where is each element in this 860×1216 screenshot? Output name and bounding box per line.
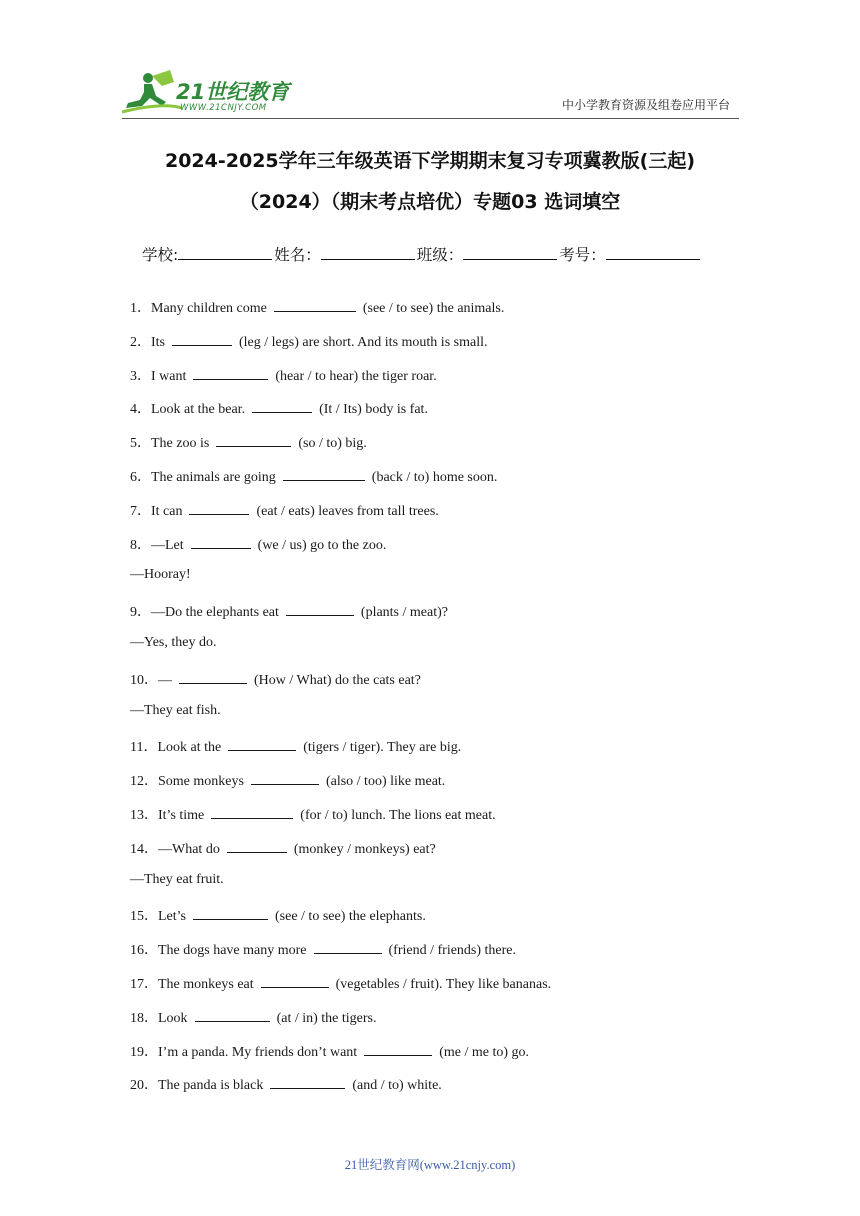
logo-url: WWW.21CNJY.COM <box>180 103 267 113</box>
question-text: —They eat fruit. <box>130 871 224 887</box>
question-options: (also / too) like meat. <box>325 774 446 790</box>
question-row <box>130 939 516 959</box>
question-number: 9． <box>130 605 151 621</box>
question-text: It’s time <box>158 808 205 823</box>
question-text: I’m a panda. My friends don’t want <box>158 1044 358 1060</box>
question-options: (back / to) home soon. <box>371 470 498 485</box>
student-info <box>142 243 702 265</box>
answer-blank[interactable] <box>251 772 319 785</box>
question-text: Look at the bear. <box>151 402 246 418</box>
question-number: 8． <box>130 537 151 553</box>
page-title: 2024-2025学年三年级英语下学期期末复习专项冀教版(三起) <box>164 150 696 172</box>
question-row <box>130 466 497 486</box>
question-row <box>130 669 421 689</box>
question-text: The monkeys eat <box>158 977 254 992</box>
question-number: 16． <box>130 943 158 959</box>
question-text: Some monkeys <box>158 774 244 790</box>
question-number: 13． <box>130 808 158 823</box>
question-options: (hear / to hear) the tiger roar. <box>275 368 437 384</box>
question-row <box>130 500 439 520</box>
question-text: Look <box>158 1010 188 1026</box>
question-text: Many children come <box>151 301 267 316</box>
question-text: Its <box>151 334 165 350</box>
question-text: The animals are going <box>151 470 276 485</box>
question-number: 14． <box>130 841 158 857</box>
question-number: 15． <box>130 909 158 925</box>
school-blank[interactable] <box>178 245 272 260</box>
info-label-school: 学校: <box>142 246 179 264</box>
question-options: (so / to) big. <box>298 436 367 452</box>
question-text: Let’s <box>158 909 186 925</box>
page-subtitle: （2024）（期末考点培优）专题03 选词填空 <box>239 191 621 213</box>
question-row <box>130 1074 442 1094</box>
platform-name: 中小学教育资源及组卷应用平台 <box>561 98 730 112</box>
answer-blank[interactable] <box>211 806 293 819</box>
class-blank[interactable] <box>463 245 557 260</box>
question-options: (see / to see) the animals. <box>362 301 505 316</box>
answer-blank[interactable] <box>228 738 296 751</box>
question-text: —Let <box>151 537 184 553</box>
answer-blank[interactable] <box>283 468 365 481</box>
question-row <box>130 905 426 925</box>
question-number: 19． <box>130 1044 158 1060</box>
name-blank[interactable] <box>321 245 415 260</box>
question-options: (plants / meat)? <box>360 605 448 621</box>
question-row <box>130 1041 529 1061</box>
question-options: (monkey / monkeys) eat? <box>293 841 436 857</box>
question-text: —Hooray! <box>130 567 191 583</box>
question-row <box>130 838 436 858</box>
question-options: (we / us) go to the zoo. <box>257 537 387 553</box>
question-options: (me / me to) go. <box>439 1044 530 1060</box>
question-number: 2． <box>130 334 151 350</box>
question-text: —Do the elephants eat <box>151 605 279 621</box>
question-number: 10． <box>130 672 158 688</box>
question-row <box>130 703 221 719</box>
question-options: (see / to see) the elephants. <box>275 909 426 925</box>
question-row <box>130 804 496 824</box>
question-number: 12． <box>130 774 158 790</box>
answer-blank[interactable] <box>286 603 354 616</box>
number-blank[interactable] <box>606 245 700 260</box>
question-text: —What do <box>158 841 220 857</box>
question-number: 5． <box>130 436 151 452</box>
question-text: It can <box>151 503 183 519</box>
answer-blank[interactable] <box>227 840 287 853</box>
answer-blank[interactable] <box>172 333 232 346</box>
answer-blank[interactable] <box>274 299 356 312</box>
question-number: 20． <box>130 1078 158 1094</box>
answer-blank[interactable] <box>193 907 268 920</box>
page-footer: 21世纪教育网(www.21cnjy.com) <box>344 1158 516 1172</box>
question-number: 6． <box>130 470 151 485</box>
question-options: (vegetables / fruit). They like bananas. <box>335 977 552 992</box>
question-options: (leg / legs) are short. And its mouth is small. <box>239 334 488 350</box>
logo-text: 21世纪教育 <box>176 80 290 104</box>
question-row <box>130 770 445 790</box>
answer-blank[interactable] <box>364 1043 432 1056</box>
page-header <box>0 0 860 124</box>
question-options: (eat / eats) leaves from tall trees. <box>256 503 439 519</box>
question-number: 3． <box>130 368 151 384</box>
question-text: Look at the <box>157 740 222 756</box>
question-number: 4． <box>130 402 151 418</box>
question-number: 1． <box>130 301 151 316</box>
question-row <box>130 297 504 317</box>
question-row <box>130 601 448 621</box>
question-text: —Yes, they do. <box>130 635 217 650</box>
question-row <box>130 398 428 418</box>
question-text: — <box>158 672 172 688</box>
question-number: 7． <box>130 503 151 519</box>
question-row <box>130 534 386 554</box>
question-text: The zoo is <box>151 436 210 452</box>
question-options: (tigers / tiger). They are big. <box>303 740 462 756</box>
answer-blank[interactable] <box>179 671 247 684</box>
question-options: (for / to) lunch. The lions eat meat. <box>300 808 496 823</box>
question-row <box>130 365 437 385</box>
answer-blank[interactable] <box>193 367 268 380</box>
question-row <box>130 973 551 993</box>
question-number: 11． <box>130 740 158 756</box>
info-label-class: 班级： <box>416 246 464 264</box>
question-row <box>130 331 487 351</box>
question-options: (How / What) do the cats eat? <box>254 672 421 688</box>
question-options: (friend / friends) there. <box>388 943 517 959</box>
answer-blank[interactable] <box>189 502 249 515</box>
answer-blank[interactable] <box>216 434 291 447</box>
question-options: (at / in) the tigers. <box>276 1010 377 1026</box>
question-row <box>130 432 367 452</box>
answer-blank[interactable] <box>270 1076 345 1089</box>
question-row <box>130 1007 376 1027</box>
info-label-name: 姓名： <box>274 246 321 264</box>
question-text: —They eat fish. <box>130 702 221 718</box>
question-row <box>130 567 191 583</box>
question-text: I want <box>151 368 187 384</box>
question-number: 18． <box>130 1010 158 1026</box>
question-row <box>130 872 224 888</box>
answer-blank[interactable] <box>261 975 329 988</box>
question-text: The panda is black <box>158 1078 264 1094</box>
answer-blank[interactable] <box>195 1009 270 1022</box>
question-number: 17． <box>130 977 158 992</box>
answer-blank[interactable] <box>252 400 312 413</box>
header-divider <box>122 118 739 119</box>
info-label-number: 考号： <box>559 246 606 264</box>
answer-blank[interactable] <box>191 536 251 549</box>
question-row <box>130 736 461 756</box>
answer-blank[interactable] <box>314 941 382 954</box>
question-options: (and / to) white. <box>352 1078 442 1094</box>
question-row <box>130 635 216 651</box>
question-text: The dogs have many more <box>158 943 307 959</box>
question-options: (It / Its) body is fat. <box>319 402 428 418</box>
